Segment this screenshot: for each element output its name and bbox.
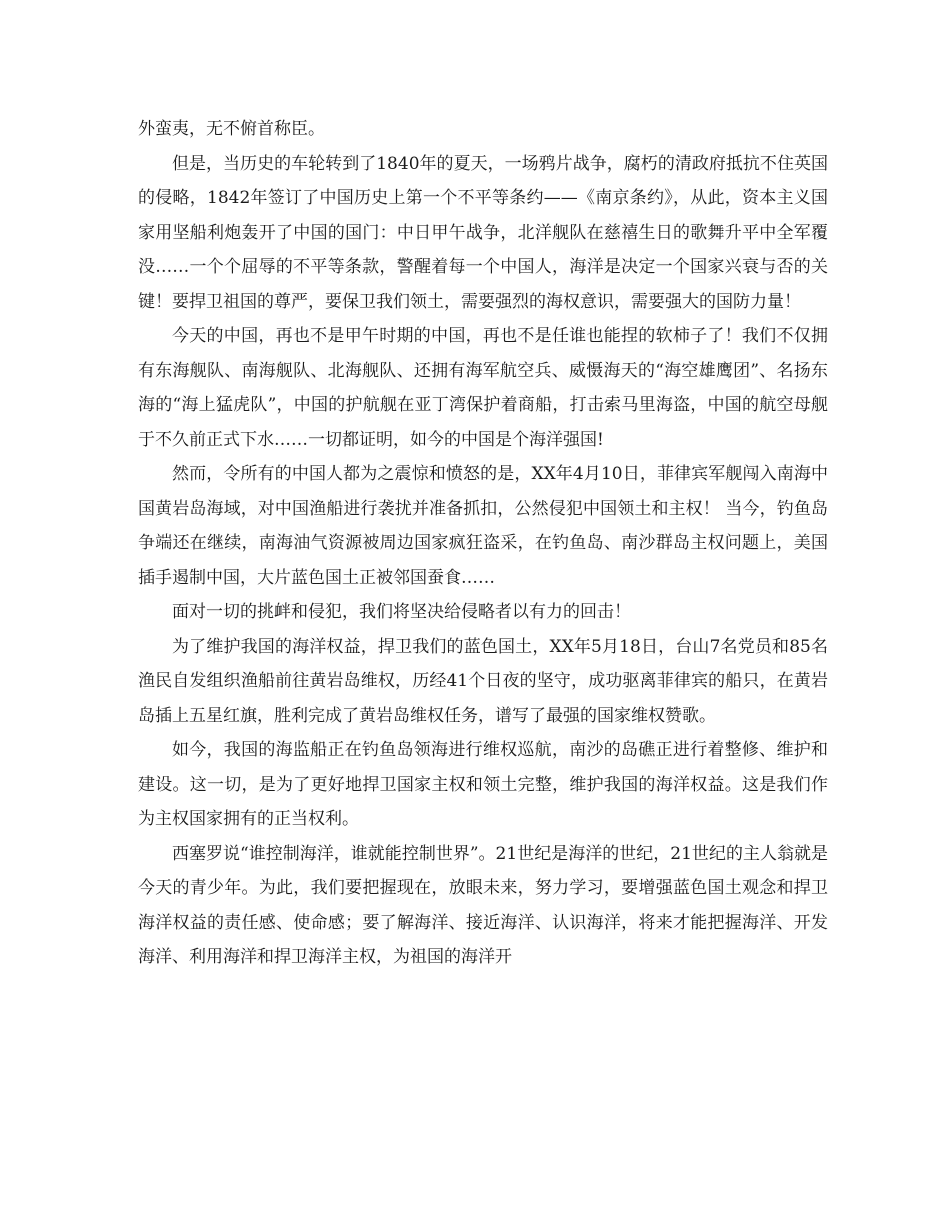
paragraph-1: 外蛮夷，无不俯首称臣。 [138,119,325,139]
paragraph-6: 为了维护我国的海洋权益，捍卫我们的蓝色国土，XX年5月18日，台山7名党员和85名渔民自发组织渔船前往黄岩岛维权，历经41个日夜的坚守，成功驱离菲律宾的船只，在黄岩岛插上五星红旗，胜利完成了黄岩岛维权任务，谱写了最强的国家维权赞歌。 [138,636,828,726]
paragraph-8: 西塞罗说“谁控制海洋，谁就能控制世界”。21世纪是海洋的世纪，21世纪的主人翁就是今天的青少年。为此，我们要把握现在，放眼未来，努力学习，要增强蓝色国土观念和捍卫海洋权益的责任感、使命感；要了解海洋、接近海洋、认识海洋，将来才能把握海洋、开发海洋、利用海洋和捍卫海洋主权，为祖国的海洋开 [138,843,828,967]
paragraph-7: 如今，我国的海监船正在钓鱼岛领海进行维权巡航，南沙的岛礁正进行着整修、维护和建设。这一切，是为了更好地捍卫国家主权和领土完整，维护我国的海洋权益。这是我们作为主权国家拥有的正当权利。 [138,740,828,829]
paragraph-5: 面对一切的挑衅和侵犯，我们将坚决给侵略者以有力的回击！ [172,602,631,622]
document-body [138,112,828,975]
paragraph-4: 然而，令所有的中国人都为之震惊和愤怒的是，XX年4月10日，菲律宾军舰闯入南海中国黄岩岛海域，对中国渔船进行袭扰并准备抓扣，公然侵犯中国领土和主权！ 当今，钓鱼岛争端还在继续，南海油气资源被周边国家疯狂盗采，在钓鱼岛、南沙群岛主权问题上，美国插手遏制中国，大片蓝色国土正被邻国蚕食…… [138,464,828,588]
paragraph-2: 但是，当历史的车轮转到了1840年的夏天，一场鸦片战争，腐朽的清政府抵抗不住英国的侵略，1842年签订了中国历史上第一个不平等条约——《南京条约》，从此，资本主义国家用坚船利炮轰开了中国的国门：中日甲午战争，北洋舰队在慈禧生日的歌舞升平中全军覆没……一个个屈辱的不平等条款，警醒着每一个中国人，海洋是决定一个国家兴衰与否的关键！要捍卫祖国的尊严，要保卫我们领土，需要强烈的海权意识，需要强大的国防力量！ [138,153,828,312]
paragraph-3: 今天的中国，再也不是甲午时期的中国，再也不是任谁也能捏的软柿子了！我们不仅拥有东海舰队、南海舰队、北海舰队、还拥有海军航空兵、威慑海天的“海空雄鹰团”、名扬东海的“海上猛虎队”，中国的护航舰在亚丁湾保护着商船，打击索马里海盗，中国的航空母舰于不久前正式下水……一切都证明，如今的中国是个海洋强国! [138,326,828,450]
